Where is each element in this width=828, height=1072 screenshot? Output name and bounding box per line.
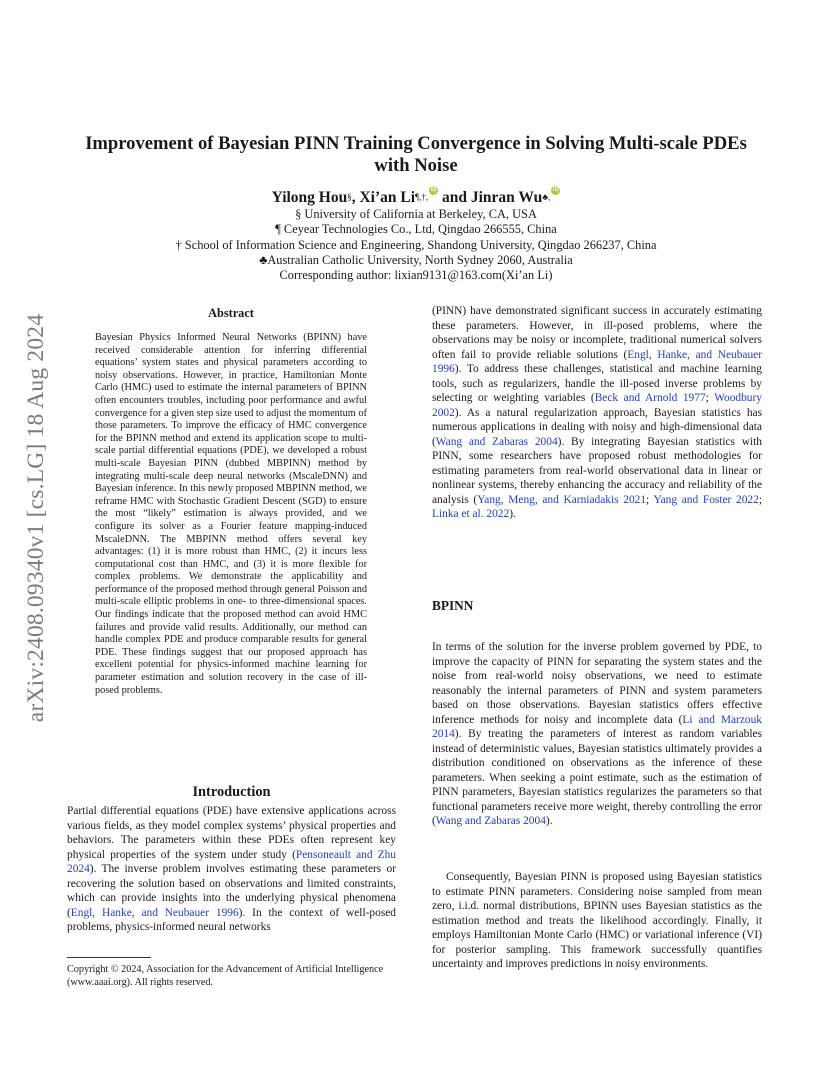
introduction-paragraph — [67, 804, 396, 935]
author-line: Yilong Hou§, Xi’an Li¶,†,iD and Jinran Wu♣,iD — [271, 187, 559, 206]
author-mark: ♣, — [542, 192, 551, 202]
citation-link[interactable]: Yang and Foster 2022 — [653, 493, 759, 506]
body-text: ). — [509, 508, 516, 520]
body-text: ). In the context of well-posed problems, physics-informed neural networks — [67, 906, 397, 933]
author-name: Jinran Wu — [470, 189, 543, 206]
citation-link[interactable]: Li and Marzouk 2014 — [432, 713, 762, 740]
orcid-icon[interactable]: iD — [430, 187, 437, 193]
paper-title: Improvement of Bayesian PINN Training Convergence in Solving Multi-scale PDEs with Noise — [85, 133, 747, 176]
body-text: Partial differential equations (PDE) have extensive applications across various fields, as they model complex systems’ physical properties and behaviors. The parameters within these PDEs often represent key physical properties of the system under study ( — [67, 805, 396, 861]
citation-link[interactable]: Yang, Meng, and Karniadakis 2021 — [477, 493, 647, 506]
affiliation: † School of Information Science and Engineering, Shandong University, Qingdao 266237, China — [175, 237, 657, 252]
affiliation: ♣Australian Catholic University, North Sydney 2060, Australia — [259, 252, 573, 267]
author-name: Yilong Hou — [271, 189, 348, 206]
citation-link[interactable]: Beck and Arnold 1977 — [594, 392, 706, 404]
right-column-intro-continued — [432, 304, 762, 522]
abstract-text: Bayesian Physics Informed Neural Networks (BPINN) have received considerable attention for inferring differential equations’ system states and physical parameters according to noisy observations. However, in practice, Hamiltonian Monte Carlo (HMC) used to estimate the internal parameters of BPINN often encounters troubles, including poor performance and awful convergence for a given step size used to adjust the momentum of those parameters. To improve the efficacy of HMC convergence for the BPINN method and extend its application scope to multi-scale partial differential equations (PDE), we developed a robust multi-scale Bayesian PINN (dubbed MBPINN) method by integrating multi-scale deep neural networks (MscaleDNN) and Bayesian inference. In this newly proposed MBPINN method, we reframe HMC with Stochastic Gradient Descent (SGD) to ensure the most “likely” estimation is always provided, and we configure its solver as a Fourier feature mapping-induced MscaleDNN. The MBPINN method offers several key advantages: (1) it is more robust than HMC, (2) it incurs less computational cost than HMC, and (3) it is more flexible for complex problems. We demonstrate the applicability and performance of the proposed method through general Poisson and multi-scale elliptic problems in one- to three-dimensional spaces. Our findings indicate that the proposed method can avoid HMC failures and provide valid results. Additionally, our method can handle complex PDE and produce comparable results for general PDE. These findings suggest that our proposed approach has excellent potential for physics-informed machine learning for parameter estimation and solution recovery in the case of ill-posed problems. — [95, 332, 367, 696]
citation-link[interactable]: Wang and Zabaras 2004 — [435, 815, 546, 827]
citation-link[interactable]: Engl, Hanke, and Neubauer 1996 — [70, 906, 239, 919]
orcid-icon[interactable]: iD — [552, 187, 559, 193]
author-conjunction: and — [438, 189, 471, 206]
bpinn-paragraph-2 — [432, 870, 762, 972]
bpinn-paragraph-1 — [432, 640, 762, 829]
separator: ; — [758, 493, 762, 506]
citation-link[interactable]: Woodbury 2002 — [432, 392, 762, 419]
body-text: ). By treating the parameters of interest as random variables instead of deterministic values, Bayesian statistics ultimately provides a distribution conditioned on observations as the inference of these parameters. When seeking a point estimate, such as the estimation of PINN parameters, Bayesian statistics regularizes the parameters so that functional parameters receive more weight, thereby controlling the error ( — [432, 728, 762, 827]
affiliations — [66, 207, 766, 283]
body-text: ). The inverse problem involves estimating these parameters or recovering the solution based on observations and limited constraints, which can provide insights into the underlying physical phenomena ( — [67, 863, 396, 919]
separator: ; — [646, 493, 654, 506]
arxiv-identifier: arXiv:2408.09340v1 [cs.LG] 18 Aug 2024 — [23, 313, 49, 723]
citation-link[interactable]: Wang and Zabaras 2004 — [435, 435, 558, 448]
arxiv-sidebar — [16, 278, 56, 758]
body-text: ). By integrating Bayesian statistics with PINN, some researchers have proposed robust methodologies for estimating parameters from real-world observational data in linear or nonlinear systems, thereby enhancing the accuracy and reliability of the analysis ( — [432, 435, 762, 506]
affiliation: ¶ Ceyear Technologies Co., Ltd, Qingdao 266555, China — [275, 222, 557, 237]
introduction-heading: Introduction — [192, 784, 271, 800]
body-text: ). — [545, 815, 553, 827]
corresponding-author: Corresponding author: lixian9131@163.com(Xi’an Li) — [279, 268, 553, 283]
author-mark: ¶,†, — [415, 192, 429, 202]
body-text: ). As a natural regularization approach, Bayesian statistics has numerous applications in dealing with noisy and high-dimensional data ( — [432, 406, 762, 448]
citation-link[interactable]: Pensoneault and Zhu 2024 — [67, 848, 396, 875]
body-text: ). To address these challenges, statistical and machine learning tools, such as regularizers, handle the ill-posed inverse problems by selecting or weighting variables ( — [432, 363, 762, 404]
footnote-divider — [67, 957, 151, 958]
body-text: (PINN) have demonstrated significant success in accurately estimating these parameters. However, in ill-posed problems, where the observations may be noisy or incomplete, traditional numerical solvers often fail to provide reliable solutions ( — [432, 305, 762, 361]
author-mark: § — [347, 192, 352, 202]
affiliation: § University of California at Berkeley, CA, USA — [295, 207, 537, 221]
citation-link[interactable]: Linka et al. 2022 — [432, 508, 510, 520]
body-text: Consequently, Bayesian PINN is proposed using Bayesian statistics to estimate PINN parameters. Considering noise sampled from mean zero, i.i.d. normal distributions, BPINN uses Bayesian statistics as the estimation method and treats the likelihood accordingly. Finally, it employs Hamiltonian Monte Carlo (HMC) or variational inference (VI) for posterior sampling. This framework successfully quantifies uncertainty and improves predictions in noisy environments. — [432, 871, 762, 970]
citation-link[interactable]: Engl, Hanke, and Neubauer 1996 — [432, 348, 762, 375]
author-name: Xi’an Li — [359, 189, 416, 206]
separator: ; — [705, 392, 715, 404]
bpinn-heading: BPINN — [432, 598, 474, 613]
body-text: In terms of the solution for the inverse problem governed by PDE, to improve the capacity of PINN for separating the system states and the noise from real-world noisy observations, we need to estimate reasonably the internal parameters of PINN and system parameters based on those observations. Bayesian statistics offers effective inference methods for noisy and incomplete data ( — [432, 641, 762, 726]
copyright-footnote: Copyright © 2024, Association for the Advancement of Artificial Intelligence (www.aaai.org). All rights reserved. — [67, 964, 384, 989]
abstract-heading: Abstract — [208, 306, 254, 320]
